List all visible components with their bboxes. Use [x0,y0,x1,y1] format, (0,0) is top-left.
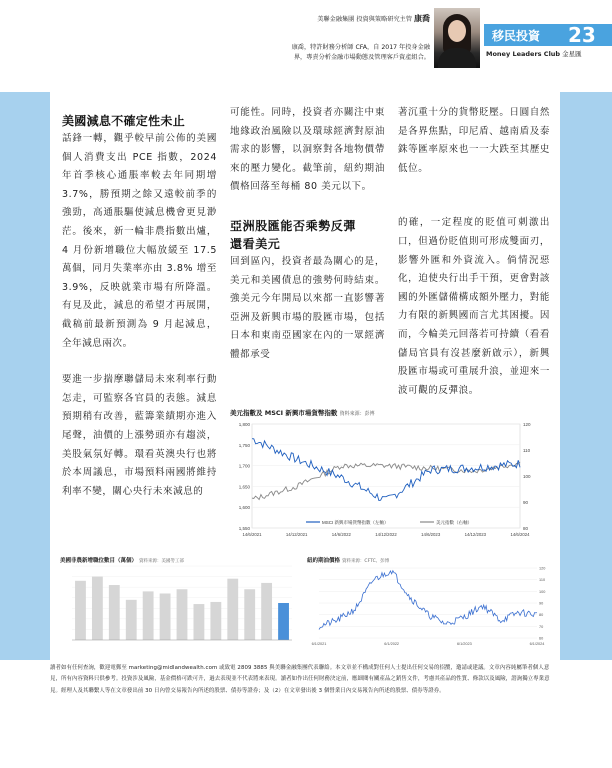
bar [92,577,103,640]
bar [227,579,238,640]
usd-msci-chart [228,408,550,550]
heading-line: 亞洲股匯能否乘勢反彈 [230,218,357,233]
bar [126,600,137,640]
author-name: 康喬 [414,14,430,23]
legend-msci: MSCI 新興市場貨幣指數（左軸） [322,520,389,525]
article-column-3 [398,104,550,400]
oil-price-chart [305,556,553,652]
heading-asia-markets [230,217,385,253]
x-tick-label: 14/6/2022 [331,532,351,537]
y-tick-label: 90 [539,601,544,606]
chart-source: 資料來源：彭博 [339,411,375,417]
section-name: 移民投資 [492,29,541,43]
author-description [232,43,430,63]
bar [278,603,289,640]
chart-source: 資料來源：美國勞工部 [138,559,184,564]
bar [261,583,272,640]
x-tick-label: 6/1/2023 [456,642,472,646]
section-tab [484,24,612,46]
heading-us-rate-uncertainty: 美國減息不確定性未止 [62,114,186,128]
x-tick-label: 14/6/2021 [242,532,262,537]
left-tick-label: 1,650 [238,484,250,490]
right-tick-label: 80 [523,526,529,531]
left-tick-label: 1,800 [238,422,250,427]
right-tick-label: 110 [523,448,531,453]
chart-usd-msci-svg [228,418,550,550]
chart-title: 美元指數及 MSCI 新興市場貨幣指數 資料來源：彭博 [230,409,375,417]
article-column-1 [62,112,217,501]
paragraph: 可能性。同時，投資者亦關注中東地緣政治風險以及環球經濟對原油需求的影響，以洞察對各地物價帶來的壓力變化。截筆前，紐約期油價格回落至每桶 80 美元以下。 [230,107,385,193]
paragraph: 要進一步揣摩聯儲局未來利率行動怎走，可監察各官員的表態。減息預期稍有改善，藍籌業績期亦進入尾聲，油價的上漲勢頭亦有趨淡，美股氣氛好轉。環看英澳央行也將於本周議息，市場預料兩國將維持利率不變，關心央行未來減息的 [62,374,217,497]
bar [177,589,188,640]
y-tick-label: 70 [539,624,544,629]
x-tick-label: 14/12/2022 [375,532,397,537]
legend-usd: 美元指數（右軸） [436,520,472,525]
author-portrait [434,8,480,68]
nonfarm-chart [58,556,298,652]
x-tick-label: 14/6/2024 [510,532,530,537]
right-tick-label: 120 [523,422,531,427]
bar [143,591,154,640]
chart-nonfarm-svg [58,562,298,652]
x-tick-label: 14/12/2021 [285,532,308,537]
paragraph: 的確，一定程度的貶值可刺激出口，但過份貶值則可形成雙面刃，影響外匯和外資流入。倘情況惡化，迫使央行出手干預，更會對該國的外匯儲備構成額外壓力，對能力有限的新興國而言尤其困擾。因而，今輪美元回落若可持續（看看儲局官員有沒甚麼新啟示），新興股匯市場或可重展升浪，並迎來一波可觀的反彈浪。 [398,217,550,396]
left-tick-label: 1,550 [238,526,250,531]
left-tick-label: 1,600 [238,505,250,511]
disclaimer: 讀者如有任何查詢，歡迎電郵至 marketing@midlandwealth.com 或致電 2809 3885 與美聯金融集團代表聯絡。本文章並不構成對任何人士提出任何交易的招攬，邀請或建議。文章內容純屬筆者個人意見，所有內容資料只供參考。投資涉及風險，基金價格可跌可升，過去表現並不代表將來表現。讀者如作出任何財務決定前，應細閱有關產品之銷售文件，考慮其產品的性質、條款以及風險，諮詢獨立專業意見。經理人及其聯繫人等在文章發出前 30 日內曾交易報告內所述的股票、債券等證券；及（2）在文章發出後 3 個營業日內交易報告內所述的股票、債券等證券。 [50,665,550,694]
chart-title: 美國非農新增職位數目（萬個） 資料來源：美國勞工部 [60,558,184,564]
bar [244,589,255,640]
chart-source: 資料來源：CFTC、彭博 [341,559,390,564]
left-tick-label: 1,700 [238,463,250,469]
y-tick-label: 60 [539,636,544,641]
page-header [0,0,612,92]
brand-zh: 金星匯 [562,50,582,58]
x-tick-label: 6/1/2022 [384,642,400,646]
y-tick-label: 100 [539,589,546,594]
x-tick-label: 14/12/2023 [464,532,487,537]
page-number: 23 [568,23,596,47]
brand-line [486,49,582,58]
y-tick-label: 110 [539,578,546,583]
left-decor-bar [0,92,50,660]
bar [109,585,120,640]
y-tick-label: 120 [539,566,546,571]
chart-title: 紐約期油價格 資料來源：CFTC、彭博 [307,558,390,564]
author-desc-line-1: 康喬，特許財務分析師 CFA，自 2017 年投身金融 [291,44,430,51]
right-tick-label: 100 [523,474,531,479]
y-tick-label: 80 [539,613,544,618]
right-decor-bar [560,92,612,660]
plot-area [252,424,520,528]
right-tick-label: 90 [523,500,529,505]
paragraph: 著沉重十分的貨幣貶壓。日圓自然是各界焦點，印尼盾、越南盾及泰銖等匯率原來也一一大跌至其歷史低位。 [398,107,550,174]
bar [160,593,171,640]
author-desc-line-2: 界，專責分析金融市場動態及管理客戶資產組合。 [293,54,430,61]
brand-en: Money Leaders Club [486,50,561,58]
author-title: 美聯金融集團 投資與策略研究主管 [317,16,413,23]
paragraph: 話鋒一轉，觀乎較早前公佈的美國個人消費支出 PCE 指數，2024 年首季核心通脹率較去年同期增 3.7%，勝預期之餘又遠較前季的強勁，高通脹驅使減息機會更見渺茫。後來，新一輪非農指數出爐，4 月份新增職位大幅放緩至 17.5 萬個，同月失業率亦由 3.8% 增至 3.9%，反映就業市場有所降溫。有見及此，減息的希望才再展開，截稿前最新預測為 9 月起減息，全年減息兩次。 [62,133,217,349]
heading-line: 還看美元 [230,236,281,251]
article-column-2 [230,104,385,365]
bar [75,581,86,640]
x-tick-label: 14/6/2023 [421,532,441,537]
bar [194,604,205,640]
paragraph: 回到區內，投資者最為關心的是，美元和美國債息的強勢何時結束。強美元今年開局以來都一直影響著亞洲及新興市場的股匯市場，包括日本和東南亞國家在內的一眾經濟體都承受 [230,255,385,360]
left-tick-label: 1,750 [238,442,250,448]
author-byline [290,14,430,25]
chart-oil-svg [305,562,553,652]
bar [210,602,221,640]
x-tick-label: 6/1/2024 [529,642,545,646]
x-tick-label: 6/1/2021 [311,642,327,646]
